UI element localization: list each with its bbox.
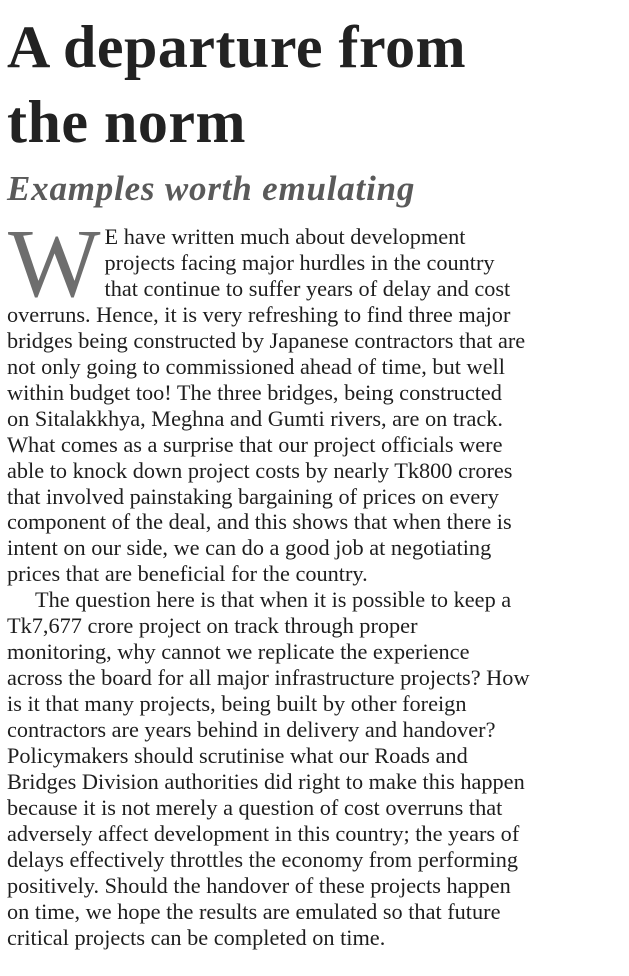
body-line: Policymakers should scrutinise what our Roads and (7, 743, 468, 769)
body-line: What comes as a surprise that our project officials were (7, 431, 503, 457)
body-line: Bridges Division authorities did right to make this happen (7, 769, 525, 795)
body-line: that continue to suffer years of delay and cost (104, 275, 511, 301)
paragraph-1 (7, 210, 619, 587)
body-line: The question here is that when it is possible to keep a (35, 587, 512, 613)
subheadline: Examples worth emulating (7, 169, 416, 208)
body-line: monitoring, why cannot we replicate the experience (7, 639, 470, 665)
body-line: prices that are beneficial for the country. (7, 561, 368, 587)
body-line: on time, we hope the results are emulated so that future (7, 898, 501, 924)
body-line: not only going to commissioned ahead of time, but well (7, 353, 505, 379)
body-line: because it is not merely a question of cost overruns that (7, 794, 503, 820)
body-line: delays effectively throttles the economy from performing (7, 846, 519, 872)
headline-line: A departure from (7, 14, 467, 80)
drop-cap: W (8, 210, 101, 318)
body-line: critical projects can be completed on time. (7, 924, 386, 950)
body-line: component of the deal, and this shows that when there is (7, 509, 512, 535)
body-line: positively. Should the handover of these projects happen (7, 872, 511, 898)
body-line: that involved painstaking bargaining of prices on every (7, 483, 499, 509)
body-line: within budget too! The three bridges, being constructed (7, 379, 502, 405)
body-line: able to knock down project costs by nearly Tk800 crores (7, 457, 513, 483)
body-line: intent on our side, we can do a good job at negotiating (7, 535, 492, 561)
body-line: is it that many projects, being built by other foreign (7, 691, 467, 717)
body-line: across the board for all major infrastructure projects? How (7, 665, 530, 691)
body-line: E have written much about development (104, 224, 466, 249)
body-line: contractors are years behind in delivery and handover? (7, 717, 496, 743)
body-line: projects facing major hurdles in the country (104, 249, 495, 275)
body-line: bridges being constructed by Japanese contractors that are (7, 327, 526, 353)
body-line: overruns. Hence, it is very refreshing to find three major (7, 301, 511, 327)
headline-line: the norm (7, 89, 246, 155)
article-body (7, 210, 619, 951)
paragraph-2 (7, 587, 619, 950)
body-line: Tk7,677 crore project on track through proper (7, 613, 418, 639)
headline (7, 10, 622, 160)
body-line: adversely affect development in this country; the years of (7, 820, 520, 846)
body-line: on Sitalakkhya, Meghna and Gumti rivers, are on track. (7, 405, 503, 431)
